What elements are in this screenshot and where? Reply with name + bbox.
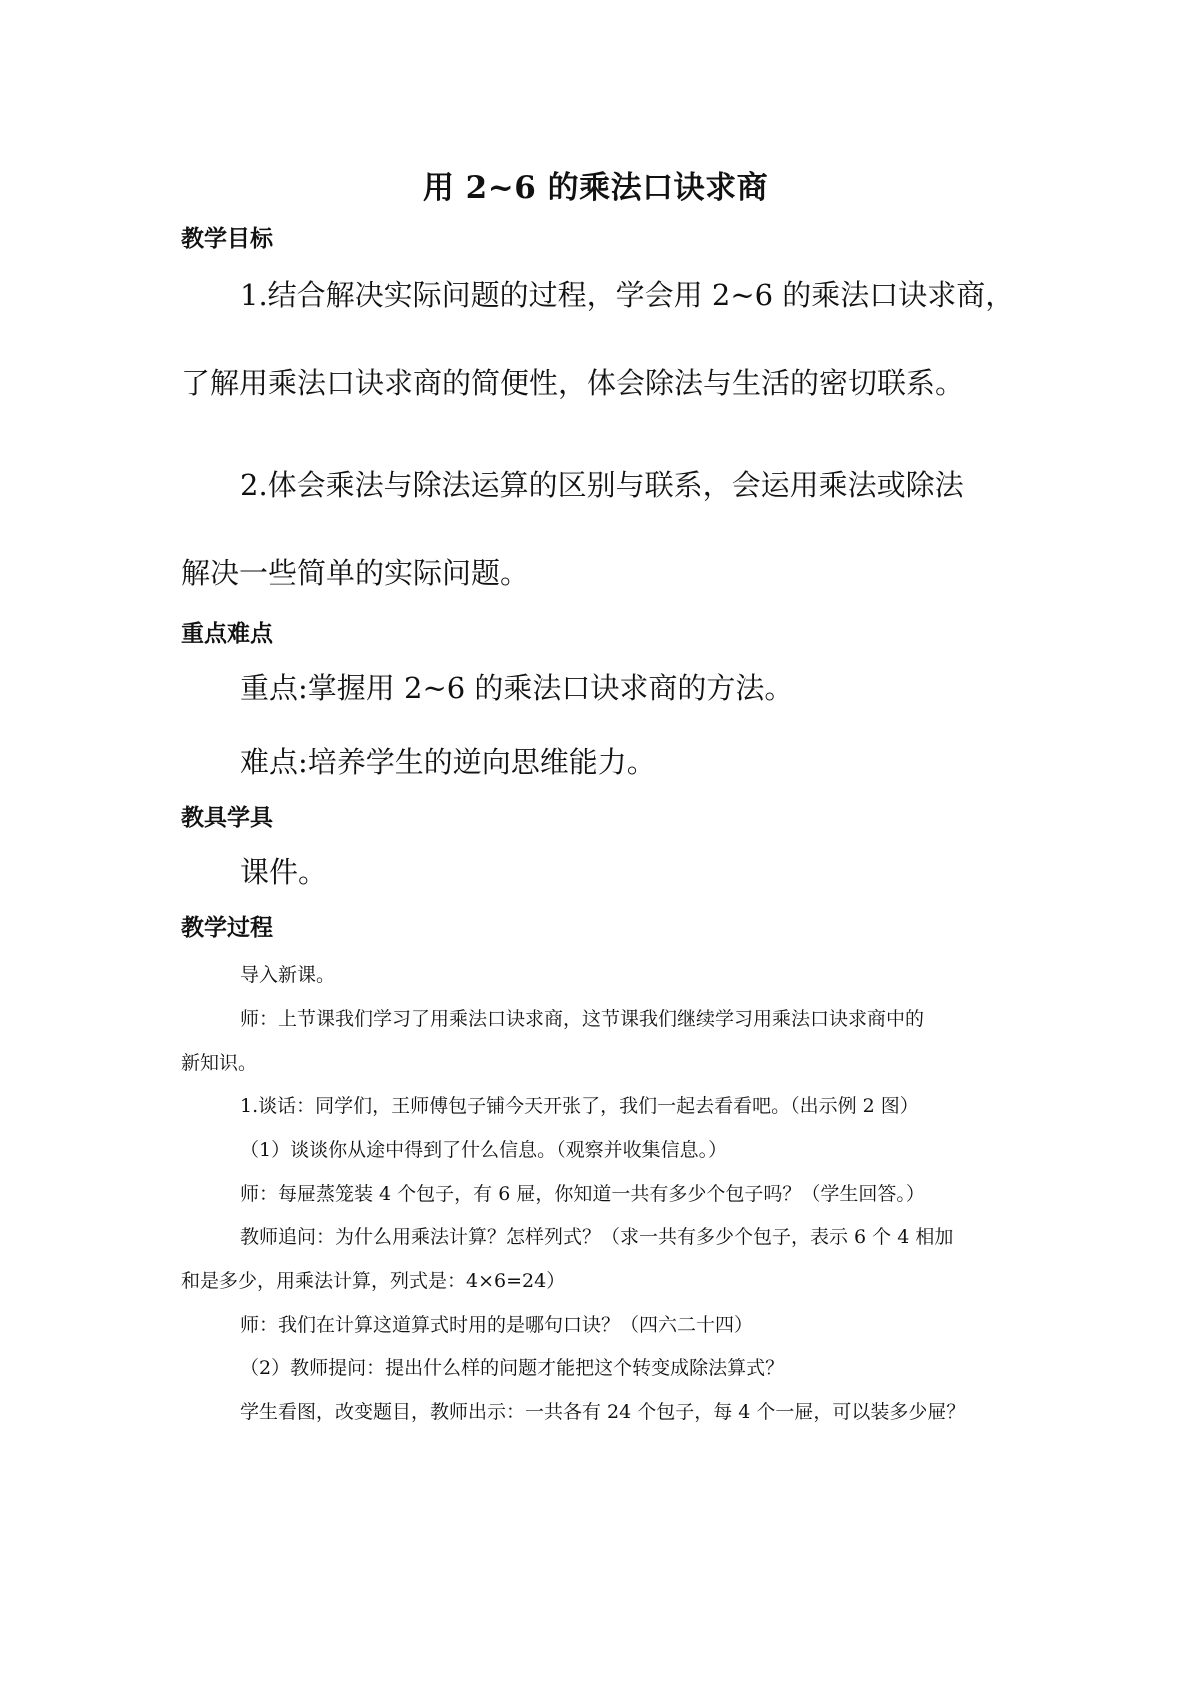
section-heading-goals: 教学目标 (181, 226, 273, 252)
process-line: 教师追问：为什么用乘法计算？怎样列式？（求一共有多少个包子，表示 6 个 4 相加 (240, 1226, 954, 1248)
goal-2-line-2: 解决一些简单的实际问题。 (181, 556, 530, 590)
process-line: 师：每屉蒸笼装 4 个包子，有 6 屉，你知道一共有多少个包子吗？（学生回答。） (240, 1183, 925, 1205)
key-point-text: 重点:掌握用 2~6 的乘法口诀求商的方法。 (240, 671, 794, 705)
process-line: 学生看图，改变题目，教师出示：一共各有 24 个包子，每 4 个一屉，可以装多少屉？ (240, 1401, 966, 1423)
process-line: 师：上节课我们学习了用乘法口诀求商，这节课我们继续学习用乘法口诀求商中的 (240, 1008, 925, 1030)
section-heading-process: 教学过程 (181, 915, 273, 941)
process-line: （1）谈谈你从途中得到了什么信息。（观察并收集信息。） (240, 1139, 728, 1161)
goal-1-line-1: 1.结合解决实际问题的过程，学会用 2~6 的乘法口诀求商， (240, 278, 1015, 312)
process-line: 师：我们在计算这道算式时用的是哪句口诀？（四六二十四） (240, 1314, 754, 1336)
goal-1-line-2: 了解用乘法口诀求商的简便性，体会除法与生活的密切联系。 (181, 366, 965, 400)
process-line: 导入新课。 (240, 964, 336, 986)
document-title: 用 2~6 的乘法口诀求商 (422, 170, 769, 206)
process-line: （2）教师提问：提出什么样的问题才能把这个转变成除法算式？ (240, 1357, 785, 1379)
process-line: 新知识。 (181, 1052, 258, 1074)
process-line: 和是多少，用乘法计算，列式是：4×6=24） (181, 1270, 566, 1292)
goal-2-line-1: 2.体会乘法与除法运算的区别与联系，会运用乘法或除法 (240, 468, 964, 502)
tools-text: 课件。 (240, 855, 328, 889)
process-line: 1.谈话：同学们，王师傅包子铺今天开张了，我们一起去看看吧。（出示例 2 图） (240, 1095, 919, 1117)
section-heading-key-points: 重点难点 (181, 621, 273, 647)
section-heading-tools: 教具学具 (181, 805, 273, 831)
difficulty-text: 难点:培养学生的逆向思维能力。 (240, 745, 656, 779)
